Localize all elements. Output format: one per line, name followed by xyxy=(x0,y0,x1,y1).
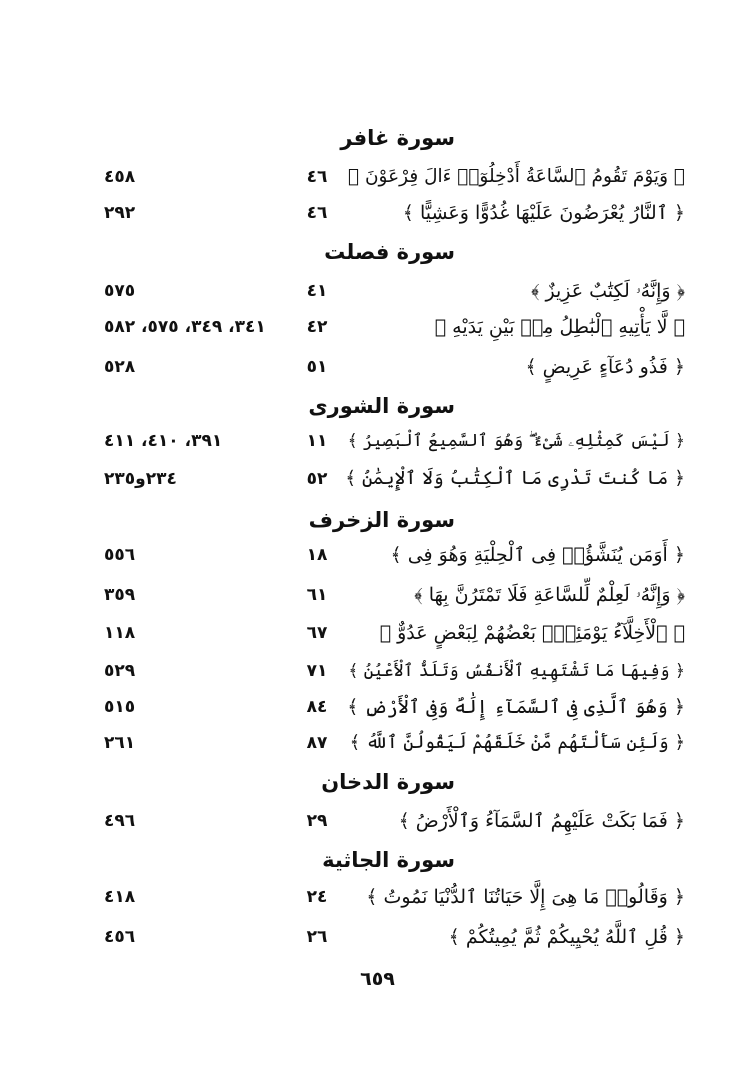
verse-text: ﴿ ٱلْأَخِلَّآءُ يَوْمَئِذٍۭ بَعْضُهُمْ لِبَعْضٍ عَدُوٌّ ﴾ xyxy=(379,622,685,644)
verse-text: ﴿ لَيْسَ كَمِثْلِهِۦ شَىْءٌ ۖ وَهُوَ ٱلسَّمِيعُ ٱلْبَصِيرُ ﴾ xyxy=(347,431,685,451)
index-row xyxy=(0,690,755,724)
verse-text: ﴿ فَمَا بَكَتْ عَلَيْهِمُ ٱلسَّمَآءُ وَٱلْأَرْضُ ﴾ xyxy=(398,810,685,832)
page-references: ٤١٨ xyxy=(104,887,136,907)
verse-number: ١١ xyxy=(306,431,328,451)
surah-heading-ad-dukhan: سورة الدخان xyxy=(321,770,455,794)
page-references: ٤٥٦ xyxy=(104,927,136,947)
verse-number: ٥١ xyxy=(306,357,328,377)
verse-text: ﴿ قُلِ ٱللَّهُ يُحْيِيكُمْ ثُمَّ يُمِيتُكُمْ ﴾ xyxy=(448,926,685,948)
page-references: ٣٩١، ٤١٠، ٤١١ xyxy=(104,431,223,451)
page-references: ٣٥٩ xyxy=(104,585,136,605)
page-references: ٢٣٤و٢٣٥ xyxy=(104,469,177,489)
index-row xyxy=(0,160,755,194)
verse-text: ﴿ وَفِيهَا مَا تَشْتَهِيهِ ٱلْأَنفُسُ وَتَلَذُّ ٱلْأَعْيُنُ ﴾ xyxy=(348,661,685,681)
index-row xyxy=(0,880,755,914)
page-references: ٤٥٨ xyxy=(104,167,136,187)
verse-text: ﴿ وَإِنَّهُۥ لَعِلْمٌ لِّلسَّاعَةِ فَلَا تَمْتَرُنَّ بِهَا ﴾ xyxy=(414,584,685,606)
verse-text: ﴿ وَهُوَ ٱلَّذِى فِى ٱلسَّمَآءِ إِلَٰهٌ وَفِى ٱلْأَرْضِ ﴾ xyxy=(347,696,685,718)
verse-number: ٨٧ xyxy=(306,733,328,753)
surah-heading-ghafir: سورة غافر xyxy=(340,126,455,150)
verse-number: ٤٢ xyxy=(306,317,328,337)
page-references: ٥٢٨ xyxy=(104,357,136,377)
page-references: ١١٨ xyxy=(104,623,136,643)
page-references: ٥٧٥ xyxy=(104,281,136,301)
page-references: ٥٥٦ xyxy=(104,545,136,565)
index-row xyxy=(0,726,755,760)
verse-number: ٧١ xyxy=(306,661,328,681)
verse-number: ٢٤ xyxy=(306,887,328,907)
verse-number: ١٨ xyxy=(306,545,328,565)
verse-number: ٤١ xyxy=(306,281,328,301)
surah-heading-az-zukhruf: سورة الزخرف xyxy=(308,508,455,532)
verse-text: ﴿ ٱلنَّارُ يُعْرَضُونَ عَلَيْهَا غُدُوًّا وَعَشِيًّا ﴾ xyxy=(402,202,685,224)
verse-number: ٦٧ xyxy=(306,623,328,643)
page-references: ٣٤١، ٣٤٩، ٥٧٥، ٥٨٢ xyxy=(104,317,266,337)
verse-number: ٥٢ xyxy=(306,469,328,489)
index-row xyxy=(0,424,755,458)
index-row xyxy=(0,578,755,612)
verse-text: ﴿ وَقَالُوا۟ مَا هِىَ إِلَّا حَيَاتُنَا ٱلدُّنْيَا نَمُوتُ ﴾ xyxy=(366,886,685,908)
verse-number: ٢٦ xyxy=(306,927,328,947)
index-row xyxy=(0,804,755,838)
index-row xyxy=(0,196,755,230)
page-references: ٤٩٦ xyxy=(104,811,136,831)
verse-text: ﴿ مَا كُنتَ تَدْرِى مَا ٱلْكِتَٰبُ وَلَا ٱلْإِيمَٰنُ ﴾ xyxy=(345,468,685,489)
page-references: ٢٦١ xyxy=(104,733,136,753)
index-row xyxy=(0,350,755,384)
index-row xyxy=(0,310,755,344)
page-references: ٥٢٩ xyxy=(104,661,136,681)
index-row xyxy=(0,616,755,650)
verse-text: ﴿ فَذُو دُعَآءٍ عَرِيضٍ ﴾ xyxy=(525,356,685,378)
verse-number: ٤٦ xyxy=(306,203,328,223)
verse-number: ٨٤ xyxy=(306,697,328,717)
verse-number: ٤٦ xyxy=(306,167,328,187)
verse-number: ٢٩ xyxy=(306,811,328,831)
surah-heading-al-jathiya: سورة الجاثية xyxy=(322,848,455,872)
index-row xyxy=(0,538,755,572)
verse-number: ٦١ xyxy=(306,585,328,605)
surah-heading-ash-shura: سورة الشورى xyxy=(308,394,455,418)
verse-text: ﴿ أَوَمَن يُنَشَّؤُا۟ فِى ٱلْحِلْيَةِ وَهُوَ فِى ﴾ xyxy=(390,544,685,566)
verse-text: ﴿ وَيَوْمَ تَقُومُ ٱلسَّاعَةُ أَدْخِلُوٓا۟ ءَالَ فِرْعَوْنَ ﴾ xyxy=(347,166,685,187)
verse-text: ﴿ وَإِنَّهُۥ لَكِتَٰبٌ عَزِيزٌ ﴾ xyxy=(531,280,685,302)
page-references: ٢٩٢ xyxy=(104,203,136,223)
index-row xyxy=(0,654,755,688)
page-references: ٥١٥ xyxy=(104,697,136,717)
index-row xyxy=(0,274,755,308)
verse-text: ﴿ لَّا يَأْتِيهِ ٱلْبَٰطِلُ مِنۢ بَيْنِ يَدَيْهِ ﴾ xyxy=(434,316,685,338)
page-number: ٦٥٩ xyxy=(360,968,395,990)
surah-heading-fussilat: سورة فصلت xyxy=(324,240,455,264)
index-row xyxy=(0,920,755,954)
index-row xyxy=(0,462,755,496)
verse-text: ﴿ وَلَئِن سَأَلْتَهُم مَّنْ خَلَقَهُمْ لَيَقُولُنَّ ٱللَّهُ ﴾ xyxy=(349,732,685,753)
